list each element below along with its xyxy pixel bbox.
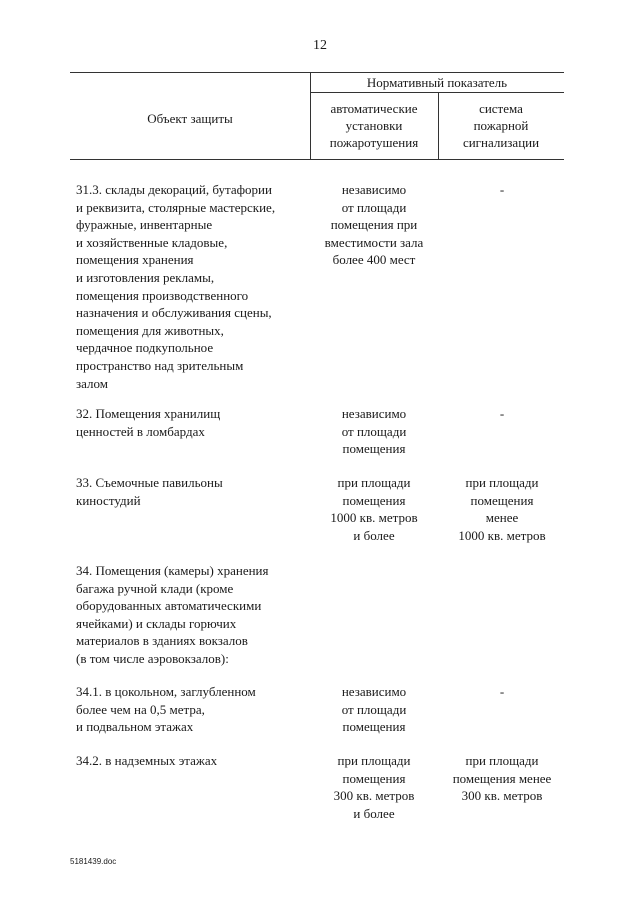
row-34-2-alarm <box>440 752 564 805</box>
table-top-rule <box>70 72 564 73</box>
object-column-header: Объект защиты <box>147 111 233 126</box>
text-line: помещения <box>342 719 406 735</box>
text-line: независимо <box>341 684 407 699</box>
text-line: более чем на 0,5 метра, <box>76 701 205 717</box>
text-line: фуражные, инвентарные <box>76 217 213 233</box>
text-line: вместимости зала <box>324 234 424 250</box>
row-32-alarm <box>440 405 564 423</box>
text-line: при площади <box>337 475 411 490</box>
text-line: 300 кв. метров <box>333 788 415 804</box>
row-32-auto <box>310 405 438 458</box>
text-line: помещения <box>342 770 406 786</box>
text-line: независимо <box>341 182 407 197</box>
text-line: помещения хранения <box>76 252 194 268</box>
text-line: помещения при <box>330 217 418 233</box>
text-line: при площади <box>337 753 411 768</box>
row-34-1-object <box>76 683 316 736</box>
text-line: оборудованных автоматическими <box>76 598 262 614</box>
text-line: - <box>499 406 505 421</box>
header-line: установки <box>345 118 403 133</box>
text-line: 34. Помещения (камеры) хранения <box>76 563 269 578</box>
text-line: чердачное подкупольное <box>76 340 214 356</box>
text-line: 31.3. склады декораций, бутафории <box>76 182 272 197</box>
normative-header-rule <box>310 92 564 93</box>
text-line: и подвальном этажах <box>76 719 194 735</box>
text-line: и хозяйственные кладовые, <box>76 234 228 250</box>
text-line: 300 кв. метров <box>461 788 543 804</box>
text-line: 34.1. в цокольном, заглубленном <box>76 684 256 699</box>
text-line: (в том числе аэровокзалов): <box>76 650 229 666</box>
text-line: менее <box>485 510 519 526</box>
text-line: - <box>499 182 505 197</box>
text-line: помещения <box>470 492 534 508</box>
text-line: и более <box>353 527 395 543</box>
text-line: - <box>499 684 505 699</box>
row-34-object <box>76 562 316 668</box>
row-33-alarm <box>440 474 564 544</box>
text-line: 33. Съемочные павильоны <box>76 475 223 490</box>
row-31-3-auto <box>310 181 438 269</box>
text-line: ячейками) и склады горючих <box>76 615 237 631</box>
text-line: и более <box>353 805 395 821</box>
text-line: независимо <box>341 406 407 421</box>
text-line: ценностей в ломбардах <box>76 423 205 439</box>
text-line: залом <box>76 375 108 391</box>
row-34-2-object <box>76 752 316 770</box>
text-line: пространство над зрительным <box>76 357 244 373</box>
text-line: от площади <box>341 701 407 717</box>
header-line: автоматические <box>330 101 418 116</box>
text-line: и реквизита, столярные мастерские, <box>76 199 276 215</box>
row-31-3-object <box>76 181 316 392</box>
header-bottom-rule <box>70 159 564 160</box>
text-line: 32. Помещения хранилищ <box>76 406 221 421</box>
text-line: киностудий <box>76 492 141 508</box>
header-line: пожарной <box>473 118 529 133</box>
header-line: пожаротушения <box>329 135 419 150</box>
row-34-1-alarm <box>440 683 564 701</box>
text-line: помещения <box>342 441 406 457</box>
auto-extinguishing-header <box>310 100 438 151</box>
text-line: 34.2. в надземных этажах <box>76 753 218 768</box>
fire-alarm-header <box>438 100 564 151</box>
text-line: более 400 мест <box>332 252 416 268</box>
text-line: при площади <box>465 753 539 768</box>
text-line: помещения менее <box>452 770 552 786</box>
text-line: материалов в зданиях вокзалов <box>76 633 248 649</box>
normative-indicator-header: Нормативный показатель <box>366 75 508 90</box>
document-filename: 5181439.doc <box>70 857 117 866</box>
page-number: 12 <box>313 38 327 53</box>
text-line: помещения для животных, <box>76 322 224 338</box>
text-line: от площади <box>341 423 407 439</box>
text-line: от площади <box>341 199 407 215</box>
text-line: при площади <box>465 475 539 490</box>
row-34-1-auto <box>310 683 438 736</box>
row-32-object <box>76 405 316 440</box>
text-line: назначения и обслуживания сцены, <box>76 305 272 321</box>
text-line: багажа ручной клади (кроме <box>76 580 234 596</box>
row-31-3-alarm <box>440 181 564 199</box>
text-line: помещения производственного <box>76 287 249 303</box>
row-33-auto <box>310 474 438 544</box>
header-line: сигнализации <box>462 135 540 150</box>
text-line: помещения <box>342 492 406 508</box>
header-line: система <box>479 101 523 116</box>
text-line: 1000 кв. метров <box>330 510 418 526</box>
row-34-2-auto <box>310 752 438 822</box>
text-line: и изготовления рекламы, <box>76 269 215 285</box>
text-line: 1000 кв. метров <box>458 527 546 543</box>
row-33-object <box>76 474 316 509</box>
